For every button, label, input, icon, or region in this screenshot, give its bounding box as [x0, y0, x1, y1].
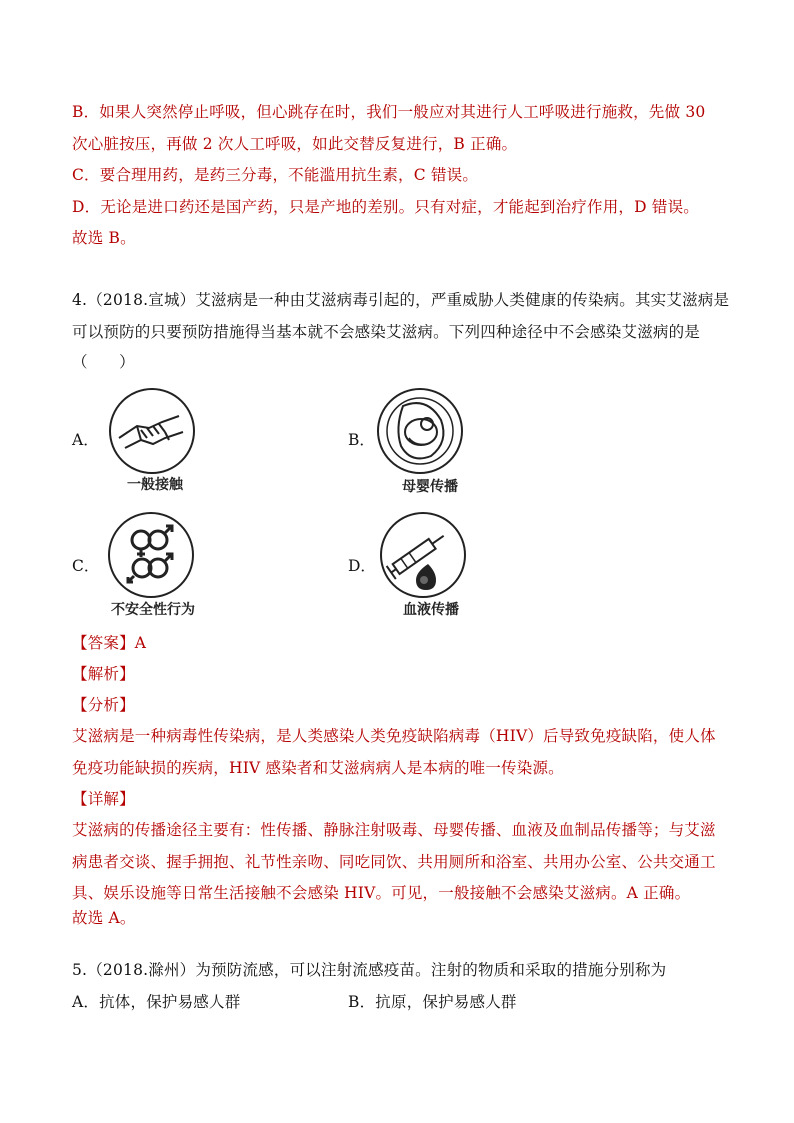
detail-line1: 艾滋病的传播途径主要有：性传播、静脉注射吸毒、母婴传播、血液及血制品传播等；与艾滋 [72, 821, 716, 839]
option-b-letter: B． [348, 431, 375, 449]
explanation-conclusion: 故选 B。 [72, 229, 136, 247]
option-d-letter: D． [348, 557, 376, 575]
question4-line1: 4.（2018.宣城）艾滋病是一种由艾滋病毒引起的，严重威胁人类健康的传染病。其实艾滋病是 [72, 291, 730, 309]
fenxi-line1: 艾滋病是一种病毒性传染病，是人类感染人类免疫缺陷病毒（HIV）后导致免疫缺陷，使人体 [72, 727, 716, 745]
question5-option-a: A．抗体，保护易感人群 [72, 993, 241, 1011]
answer4-conclusion: 故选 A。 [72, 909, 136, 927]
answer-label: 【答案】A [72, 634, 147, 652]
explanation-line-d: D．无论是进口药还是国产药，只是产地的差别。只有对症，才能起到治疗作用，D 错误。 [72, 198, 699, 216]
fenxi-line2: 免疫功能缺损的疾病，HIV 感染者和艾滋病病人是本病的唯一传染源。 [72, 759, 564, 777]
option-d-caption: 血液传播 [403, 602, 459, 618]
gender-symbols-icon [106, 510, 196, 600]
syringe-blood-icon [378, 510, 468, 600]
question5-line1: 5.（2018.滁州）为预防流感，可以注射流感疫苗。注射的物质和采取的措施分别称为 [72, 961, 667, 979]
question4-blank: （ ） [72, 353, 135, 371]
detail-heading: 【详解】 [72, 790, 135, 808]
question5-option-b: B．抗原，保护易感人群 [348, 993, 517, 1011]
explanation-line-b2: 次心脏按压，再做 2 次人工呼吸，如此交替反复进行，B 正确。 [72, 135, 518, 153]
explanation-line-b1: B．如果人突然停止呼吸，但心跳存在时，我们一般应对其进行人工呼吸进行施救，先做 30 [72, 103, 706, 121]
fenxi-heading: 【分析】 [72, 696, 135, 714]
explanation-line-c: C．要合理用药，是药三分毒，不能滥用抗生素，C 错误。 [72, 166, 479, 184]
option-c-caption: 不安全性行为 [111, 602, 195, 618]
detail-line3: 具、娱乐设施等日常生活接触不会感染 HIV。可见，一般接触不会感染艾滋病。A 正确。 [72, 884, 691, 902]
option-a-caption: 一般接触 [127, 477, 183, 493]
analysis-heading: 【解析】 [72, 665, 135, 683]
mother-infant-icon [375, 386, 465, 476]
question4-line2: 可以预防的只要预防措施得当基本就不会感染艾滋病。下列四种途径中不会感染艾滋病的是 [72, 323, 701, 341]
option-c-letter: C． [72, 557, 100, 575]
detail-line2: 病患者交谈、握手拥抱、礼节性亲吻、同吃同饮、共用厕所和浴室、共用办公室、公共交通工 [72, 853, 716, 871]
option-b-caption: 母婴传播 [402, 479, 458, 495]
handshake-icon [107, 386, 197, 476]
option-a-letter: A． [72, 431, 99, 449]
